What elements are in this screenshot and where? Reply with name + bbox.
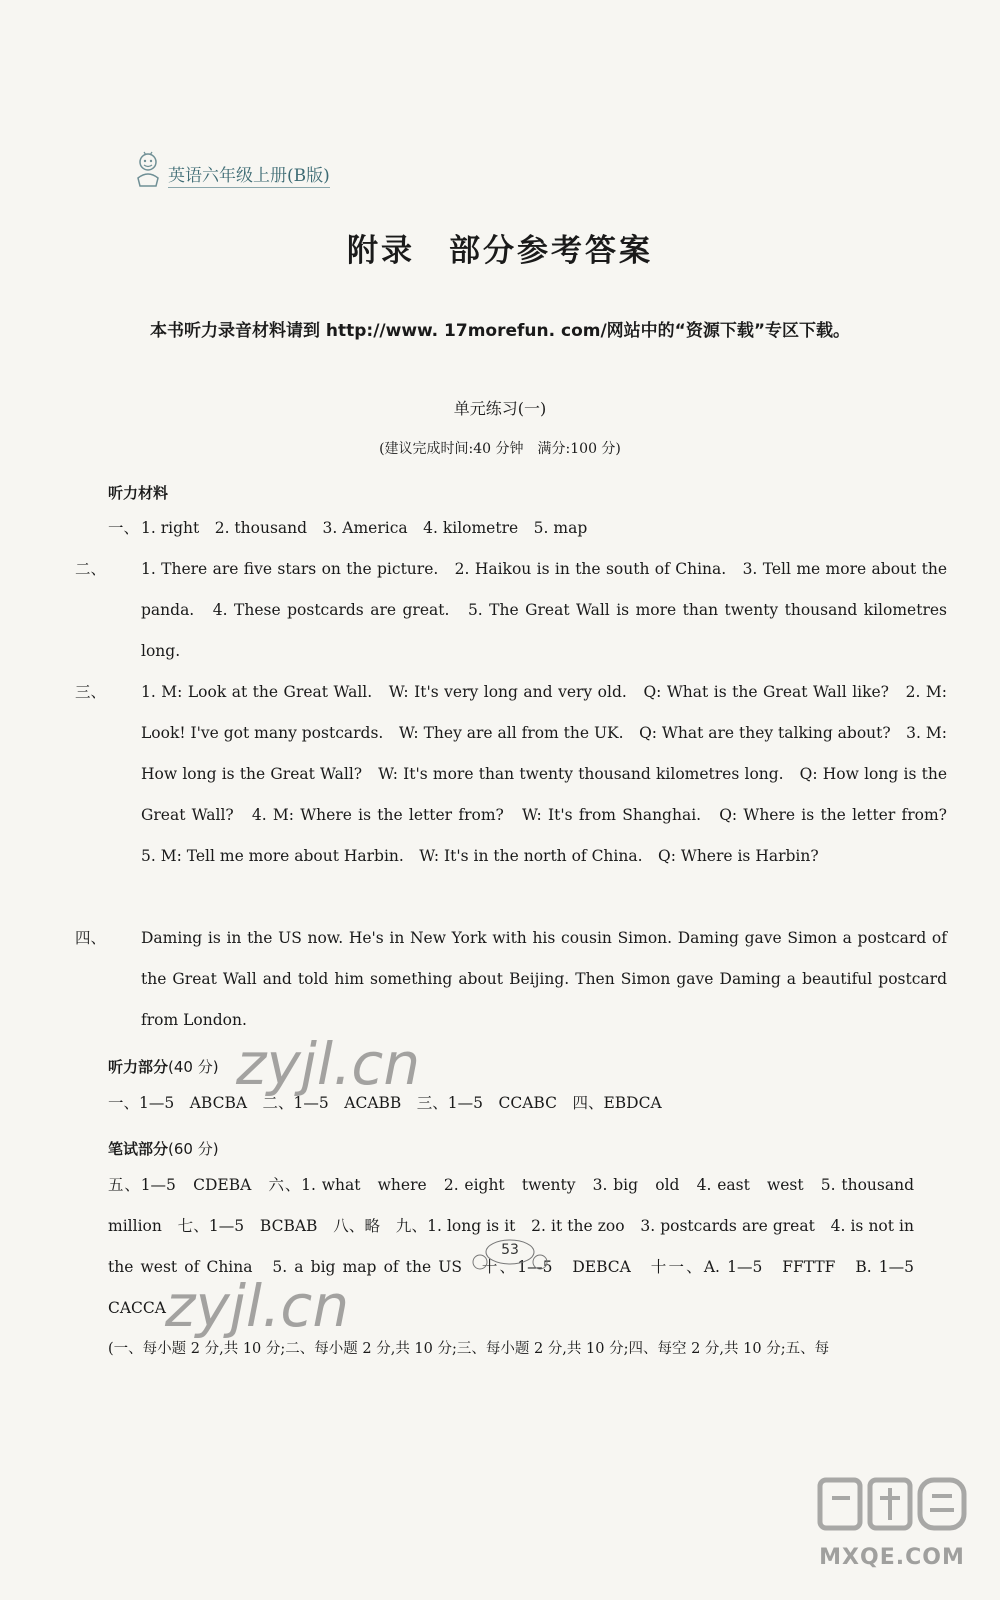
listening-part-score: (40 分) [168, 1058, 219, 1076]
listening-part-answers: 一、1—5 ABCBA 二、1—5 ACABB 三、1—5 CCABC 四、EBDCA [108, 1094, 662, 1112]
section-text: 1. There are five stars on the picture. 2. Haikou is in the south of China. 3. Tell me more about the panda. 4. These postcards are great. 5. The Great Wall is more than twenty thousand kilometres long. [141, 560, 947, 660]
watermark-logo [812, 1470, 972, 1590]
page-number: 53 [501, 1242, 519, 1258]
section-text: 1. M: Look at the Great Wall. W: It's very long and very old. Q: What is the Great Wall like? 2. M: Look! I've got many postcards. W: They are all from the UK. Q: What are they talking about? 3. M: How long is the Great Wall? W: It's more than twenty thousand kilometres long. Q: How long is the Great Wall? 4. M: Where is the letter from? W: It's from Shanghai. Q: Where is the letter from? 5. M: Tell me more about Harbin. W: It's in the north of China. Q: Where is Harbin? [141, 683, 963, 865]
book-title: 英语六年级上册(B版) [168, 161, 330, 188]
listening-part-heading [108, 1056, 219, 1077]
listening-q1 [108, 508, 914, 549]
writing-part-score: (60 分) [168, 1140, 219, 1158]
listening-q4 [75, 918, 947, 1041]
section-marker: 四、 [75, 929, 107, 947]
writing-part-heading [108, 1138, 219, 1159]
writing-part-answers: 五、1—5 CDEBA 六、1. what where 2. eight twenty 3. big old 4. east west 5. thousand million 七、1—5 BCBAB 八、略 九、1. long is it 2. it the zoo 3. postcards are great 4. is not in the west of China 5. a big map of the US 十、1—5 DEBCA 十一、A. 1—5 FFTTF B. 1—5 CACCA [108, 1176, 914, 1317]
watermark-corner-text: MXQE.COM [819, 1545, 965, 1570]
section-text: 1. right 2. thousand 3. America 4. kilometre 5. map [141, 519, 588, 537]
watermark-text: zyjl.cn [165, 1272, 350, 1340]
writing-part-title: 笔试部分 [108, 1140, 169, 1158]
book-header [132, 148, 330, 188]
unit-title: 单元练习(一) [453, 399, 547, 418]
section-text: Daming is in the US now. He's in New York with his cousin Simon. Daming gave Simon a postcard of the Great Wall and told him something about Beijing. Then Simon gave Daming a beautiful postcard from London. [141, 929, 947, 1029]
download-note: 本书听力录音材料请到 http://www. 17morefun. com/网站中的“资源下载”专区下载。 [149, 321, 851, 341]
listening-q3 [75, 672, 963, 877]
section-marker: 二、 [75, 560, 107, 578]
page-number-badge [470, 1236, 550, 1272]
listening-material-heading: 听力材料 [108, 484, 169, 502]
listening-part-title: 听力部分 [108, 1058, 169, 1076]
mascot-icon [132, 148, 164, 188]
section-marker: 一、 [108, 519, 140, 537]
section-marker: 三、 [75, 683, 107, 701]
scoring-note: (一、每小题 2 分,共 10 分;二、每小题 2 分,共 10 分;三、每小题 2 分,共 10 分;四、每空 2 分,共 10 分;五、每 [108, 1341, 830, 1357]
page-title: 附录 部分参考答案 [347, 233, 653, 269]
unit-subtitle: (建议完成时间:40 分钟 满分:100 分) [379, 441, 621, 457]
listening-q2 [75, 549, 947, 672]
watermark-text: zyjl.cn [236, 1030, 421, 1098]
